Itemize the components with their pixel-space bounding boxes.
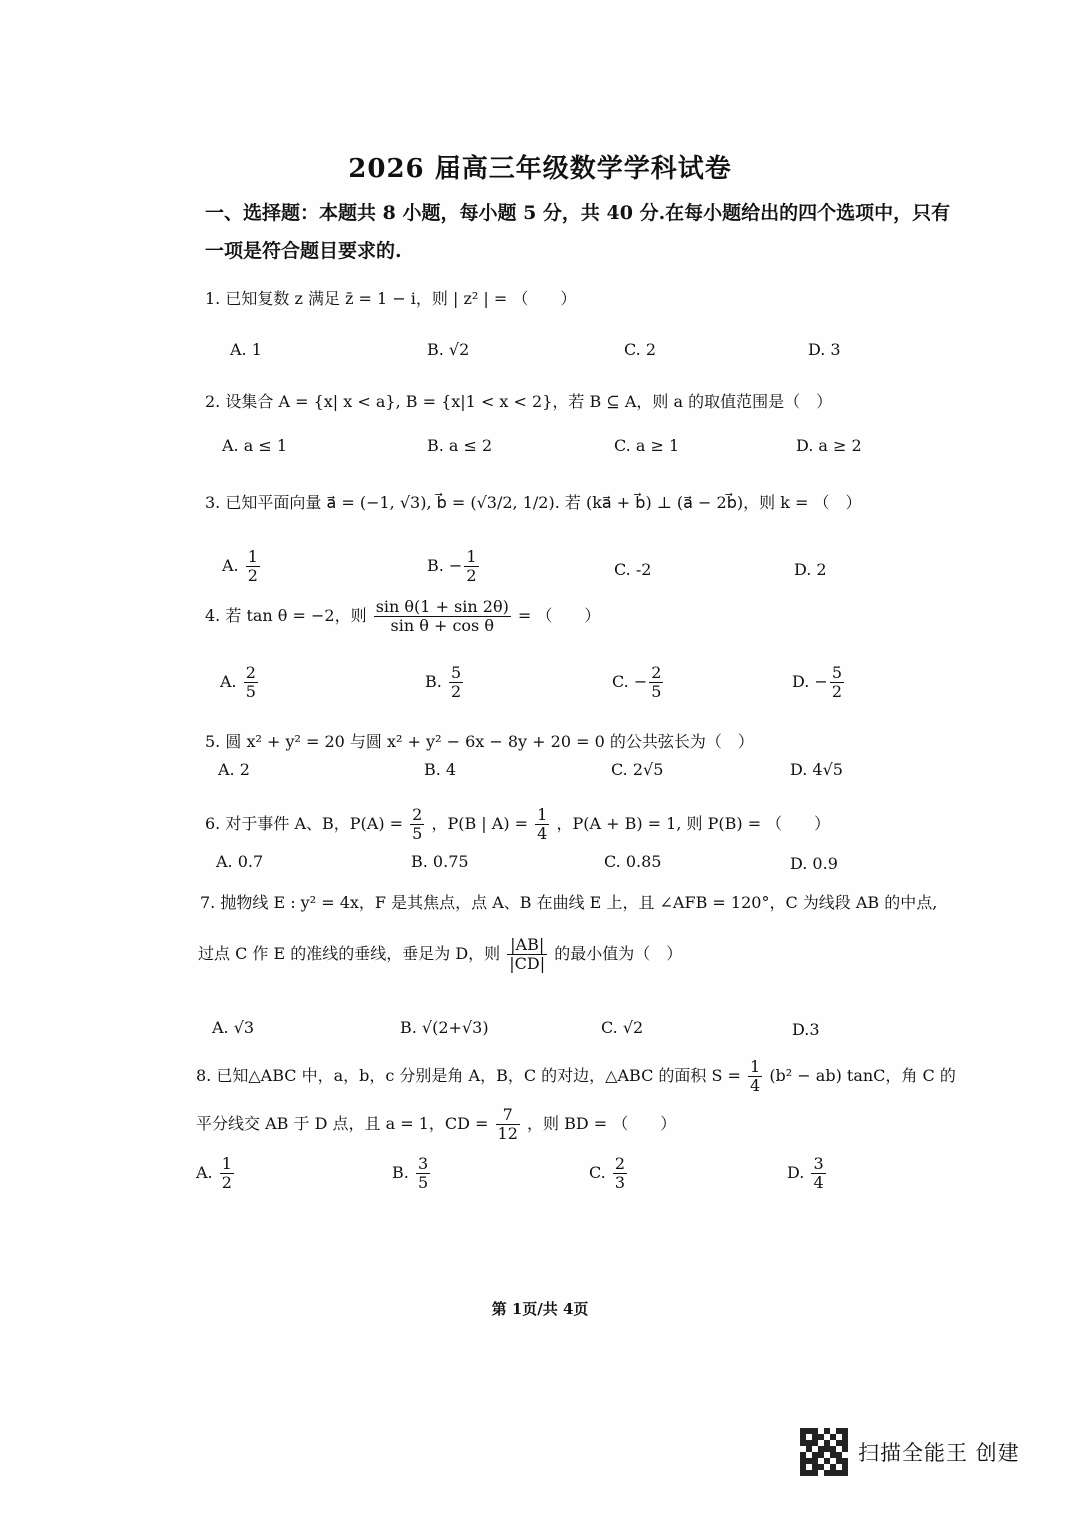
section-heading-line1: 一、选择题：本题共 8 小题，每小题 5 分，共 40 分.在每小题给出的四个选项中，只有 <box>205 202 951 224</box>
q6-option-d: D. 0.9 <box>790 854 838 873</box>
q6-option-a: A. 0.7 <box>216 852 264 871</box>
question-7-line2: 过点 C 作 E 的准线的垂线，垂足为 D，则 $\frac{|AB|}{|CD|}$ 的最小值为（ ） <box>198 935 683 973</box>
q1-option-c: C. 2 <box>624 340 657 359</box>
section-heading-line2: 一项是符合题目要求的. <box>205 240 402 262</box>
q8-option-a: A. $\frac{1}{2}$ <box>196 1154 232 1192</box>
q5-option-b: B. 4 <box>424 760 457 779</box>
q3-option-a: A. $\frac{1}{2}$ <box>222 547 258 585</box>
q2-option-a: A. a ≤ 1 <box>222 436 288 455</box>
q7-option-c: C. √2 <box>601 1018 644 1037</box>
q3-stem-c: . 若 (ka⃗ + b⃗) ⊥ (a⃗ − 2b⃗)，则 k = （ ） <box>554 493 862 512</box>
qr-code-icon <box>800 1428 848 1476</box>
scanner-watermark <box>800 1428 1020 1476</box>
q3-stem-a: 3. 已知平面向量 a⃗ = (−1, √3), b⃗ = <box>205 493 471 512</box>
scanner-watermark-text: 扫描全能王 创建 <box>858 1441 1020 1465</box>
q5-option-a: A. 2 <box>218 760 250 779</box>
q8-option-d: D. $\frac{3}{4}$ <box>787 1154 824 1192</box>
question-6: 6. 对于事件 A、B，P(A) = $\frac{2}{5}$ ，P(B | A) = $\frac{1}{4}$ ，P(A + B) = 1, 则 P(B) = （ ） <box>205 805 831 843</box>
question-4: 4. 若 tan θ = −2，则 $\frac{\text{sin θ(1 + sin 2θ)}}{\text{sin θ + cos θ}}$ = （ ） <box>205 597 601 635</box>
q3-option-c: C. -2 <box>614 560 652 579</box>
page-number: 第 1页/共 4页 <box>491 1300 589 1318</box>
q3-option-d: D. 2 <box>794 560 827 579</box>
q4-option-a: A. $\frac{2}{5}$ <box>220 663 256 701</box>
q7-option-d: D.3 <box>792 1020 820 1039</box>
q8-option-c: C. $\frac{2}{3}$ <box>589 1154 626 1192</box>
q4-option-c: C. − $\frac{2}{5}$ <box>612 663 662 701</box>
page-title: 2026 届高三年级数学学科试卷 <box>348 154 732 184</box>
section-heading <box>205 194 965 270</box>
q7-option-b: B. √(2+√3) <box>400 1018 489 1037</box>
q5-option-d: D. 4√5 <box>790 760 843 779</box>
question-2: 2. 设集合 A = {x| x < a}, B = {x|1 < x < 2}，若 B ⊆ A，则 a 的取值范围是（ ） <box>205 392 833 411</box>
q6-option-b: B. 0.75 <box>411 852 469 871</box>
question-1: 1. 已知复数 z 满足 z̄ = 1 − i，则 | z² | = （ ） <box>205 289 577 308</box>
question-8-line2: 平分线交 AB 于 D 点，且 a = 1，CD = $\frac{7}{12}$ ，则 BD = （ ） <box>196 1105 677 1143</box>
q7-option-a: A. √3 <box>212 1018 255 1037</box>
q1-option-d: D. 3 <box>808 340 841 359</box>
q1-option-b: B. √2 <box>427 340 470 359</box>
q4-option-b: B. $\frac{5}{2}$ <box>425 663 462 701</box>
q2-option-b: B. a ≤ 2 <box>427 436 493 455</box>
q4-option-d: D. − $\frac{5}{2}$ <box>792 663 843 701</box>
question-5: 5. 圆 x² + y² = 20 与圆 x² + y² − 6x − 8y + 20 = 0 的公共弦长为（ ） <box>205 732 754 751</box>
q5-option-c: C. 2√5 <box>611 760 664 779</box>
q3-option-b: B. − $\frac{1}{2}$ <box>427 547 477 585</box>
question-8-line1: 8. 已知△ABC 中，a，b，c 分别是角 A，B，C 的对边，△ABC 的面积 S = $\frac{1}{4}$ (b² − ab) tanC，角 C 的 <box>196 1057 956 1095</box>
q6-option-c: C. 0.85 <box>604 852 662 871</box>
q8-option-b: B. $\frac{3}{5}$ <box>392 1154 429 1192</box>
question-7-line1: 7. 抛物线 E : y² = 4x，F 是其焦点，点 A、B 在曲线 E 上，且 ∠AFB = 120°，C 为线段 AB 的中点, <box>200 893 938 912</box>
q2-option-c: C. a ≥ 1 <box>614 436 680 455</box>
question-3 <box>205 490 975 513</box>
q3-vector-b: (√3/2, 1/2) <box>470 493 555 512</box>
q1-option-a: A. 1 <box>230 340 262 359</box>
q2-option-d: D. a ≥ 2 <box>796 436 862 455</box>
